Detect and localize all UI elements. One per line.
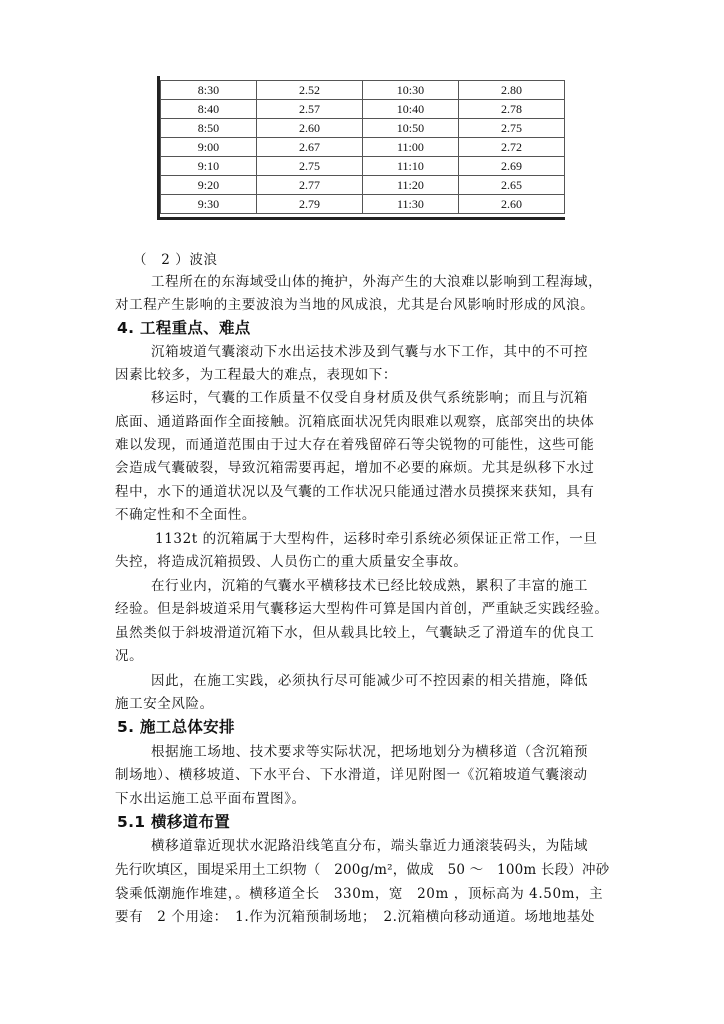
paragraph-line: 难以发现，而通道范围由于过大存在着残留碎石等尖锐物的可能性，这些可能 — [115, 437, 595, 453]
paragraph-line: 会造成气囊破裂，导致沉箱需要再起，增加不必要的麻烦。尤其是纵移下水过 — [115, 460, 595, 476]
tide-table — [160, 76, 565, 220]
paragraph-line: 根据施工场地、技术要求等实际状况，把场地划分为横移道（含沉箱预 — [151, 744, 589, 760]
paragraph-line: 移运时，气囊的工作质量不仅受自身材质及供气系统影响；而且与沉箱 — [151, 390, 589, 406]
section-heading-5: 5. 施工总体安排 — [117, 718, 235, 736]
paragraph-line: 因素比较多，为工程最大的难点，表现如下： — [115, 367, 397, 383]
paragraph-line: 1132t 的沉箱属于大型构件，运移时牵引系统必须保证正常工作，一旦 — [155, 531, 598, 547]
table-cell: 8:40 — [161, 100, 257, 119]
paragraph-line: 工程所在的东海域受山体的掩护，外海产生的大浪难以影响到工程海域， — [151, 274, 603, 290]
table-cell: 9:30 — [161, 195, 257, 214]
paragraph-line: 不确定性和不全面性。 — [115, 507, 256, 523]
table-cell: 2.79 — [256, 195, 362, 214]
paragraph-line: 沉箱坡道气囊滚动下水出运技术涉及到气囊与水下工作，其中的不可控 — [151, 344, 589, 360]
paragraph-line: 经验。但是斜坡道采用气囊移运大型构件可算是国内首创，严重缺乏实践经验。 — [115, 601, 609, 617]
table-cell: 2.67 — [256, 138, 362, 157]
table-cell: 9:10 — [161, 157, 257, 176]
table-cell: 2.52 — [256, 81, 362, 100]
paragraph-line: 虽然类似于斜坡滑道沉箱下水，但从载具比较上，气囊缺乏了滑道车的优良工 — [115, 625, 595, 641]
table-cell: 10:40 — [362, 100, 458, 119]
paragraph-line: 袋乘低潮施作堆建，。横移道全长 330m，宽 20m ，顶标高为 4.50m，主 — [115, 886, 604, 902]
table-cell: 2.57 — [256, 100, 362, 119]
paragraph-line: 制场地）、横移坡道、下水平台、下水滑道，详见附图一《沉箱坡道气囊滚动 — [115, 767, 588, 783]
table-cell: 2.80 — [458, 81, 564, 100]
paragraph-line: 横移道靠近现状水泥路沿线笔直分布，端头靠近力通滚装码头，为陆域 — [151, 838, 589, 854]
paragraph-line: 在行业内，沉箱的气囊水平横移技术已经比较成熟，累积了丰富的施工 — [151, 578, 589, 594]
paragraph-line: 要有 2 个用途： 1.作为沉箱预制场地； 2.沉箱横向移动通道。场地地基处 — [115, 909, 595, 925]
table-cell: 8:30 — [161, 81, 257, 100]
tide-level-table — [160, 80, 565, 214]
paragraph-line: 下水出运施工总平面布置图》。 — [115, 791, 306, 807]
paragraph-line: 先行吹填区，围堤采用土工织物（ 200g/m²，做成 50 ～ 100m 长段）冲砂 — [115, 862, 610, 878]
section-heading-4: 4. 工程重点、难点 — [117, 319, 251, 337]
paragraph-line: 施工安全风险。 — [115, 696, 214, 712]
table-cell: 2.60 — [458, 195, 564, 214]
table-cell: 11:10 — [362, 157, 458, 176]
wave-heading: （ 2 ）波浪 — [133, 252, 218, 268]
table-cell: 10:50 — [362, 119, 458, 138]
table-cell: 2.72 — [458, 138, 564, 157]
table-row — [161, 81, 565, 100]
table-cell: 2.77 — [256, 176, 362, 195]
table-row — [161, 100, 565, 119]
paragraph-line: 因此，在施工实践，必须执行尽可能减少可不控因素的相关措施，降低 — [151, 673, 589, 689]
paragraph-line: 对工程产生影响的主要波浪为当地的风成浪，尤其是台风影响时形成的风浪。 — [115, 297, 595, 313]
table-cell: 11:20 — [362, 176, 458, 195]
table-cell: 10:30 — [362, 81, 458, 100]
table-cell: 9:00 — [161, 138, 257, 157]
table-row — [161, 119, 565, 138]
table-cell: 2.60 — [256, 119, 362, 138]
table-cell: 8:50 — [161, 119, 257, 138]
paragraph-line: 况。 — [115, 648, 144, 664]
table-cell: 11:30 — [362, 195, 458, 214]
table-cell: 2.75 — [256, 157, 362, 176]
paragraph-line: 失控，将造成沉箱损毁、人员伤亡的重大质量安全事故。 — [115, 554, 468, 570]
table-cell: 11:00 — [362, 138, 458, 157]
table-cell: 9:20 — [161, 176, 257, 195]
table-row — [161, 195, 565, 214]
paragraph-line: 程中，水下的通道状况以及气囊的工作状况只能通过潜水员摸探来获知，具有 — [115, 484, 595, 500]
table-row — [161, 176, 565, 195]
table-cell: 2.75 — [458, 119, 564, 138]
table-cell: 2.65 — [458, 176, 564, 195]
table-cell: 2.78 — [458, 100, 564, 119]
section-heading-5-1: 5.1 横移道布置 — [117, 813, 231, 831]
table-cell: 2.69 — [458, 157, 564, 176]
table-row — [161, 157, 565, 176]
paragraph-line: 底面、通道路面作全面接触。沉箱底面状况凭肉眼难以观察，底部突出的块体 — [115, 414, 595, 430]
table-row — [161, 138, 565, 157]
table-shadow-bottom — [157, 217, 565, 220]
